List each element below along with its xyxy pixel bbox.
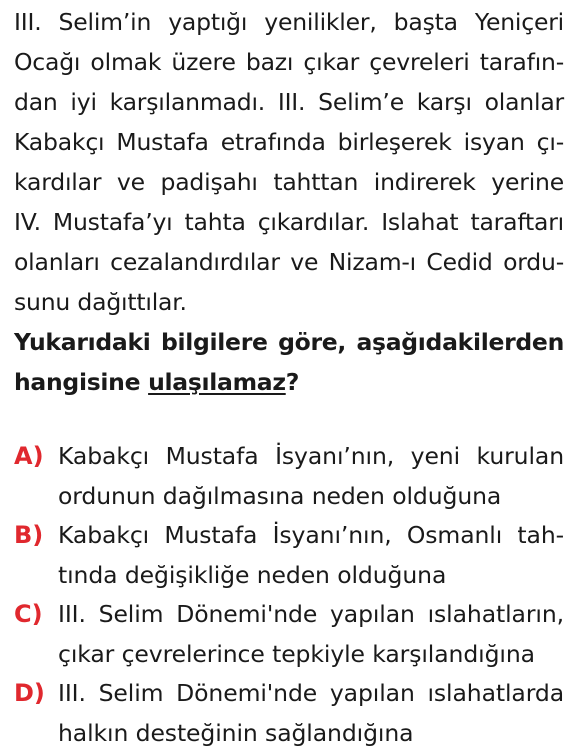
option-text-line: ordunun dağılmasına neden olduğuna — [58, 482, 502, 510]
option-d[interactable] — [14, 673, 564, 752]
option-text-line: III. Selim Dönemi'nde yapılan ıslahatlarda — [58, 679, 564, 707]
answer-options — [14, 436, 564, 752]
passage-line: olanları cezalandırdılar ve Nizam-ı Cedid ordu- — [14, 248, 564, 276]
question-emphasis: ulaşılamaz — [148, 368, 286, 396]
option-letter: C) — [14, 600, 43, 628]
question-line — [14, 362, 564, 402]
option-text-line: tında değişikliğe neden olduğuna — [58, 561, 447, 589]
option-c[interactable] — [14, 594, 564, 673]
question-suffix: ? — [285, 368, 300, 396]
option-text-line: III. Selim Dönemi'nde yapılan ıslahatların, — [58, 600, 564, 628]
option-text-line: Kabakçı Mustafa İsyanı’nın, Osmanlı tah- — [58, 521, 564, 549]
question-line: Yukarıdaki bilgilere göre, aşağıdakilerden — [14, 328, 564, 356]
option-letter: A) — [14, 442, 44, 470]
passage-line: III. Selim’in yaptığı yenilikler, başta Yeniçeri — [14, 8, 564, 36]
passage-line: kardılar ve padişahı tahttan indirerek yerine — [14, 168, 564, 196]
passage-line: dan iyi karşılanmadı. III. Selim’e karşı olanlar — [14, 88, 564, 116]
passage-line: sunu dağıttılar. — [14, 288, 187, 316]
option-a[interactable] — [14, 436, 564, 515]
option-text-line: çıkar çevrelerince tepkiyle karşılandığına — [58, 640, 535, 668]
passage-line: Ocağı olmak üzere bazı çıkar çevreleri tarafın- — [14, 48, 564, 76]
question-stem — [14, 322, 564, 402]
option-text-line: Kabakçı Mustafa İsyanı’nın, yeni kurulan — [58, 442, 564, 470]
option-text-line: halkın desteğinin sağlandığına — [58, 719, 414, 747]
option-b[interactable] — [14, 515, 564, 594]
passage — [14, 2, 564, 322]
passage-line: Kabakçı Mustafa etrafında birleşerek isyan çı- — [14, 128, 564, 156]
passage-line: IV. Mustafa’yı tahta çıkardılar. Islahat taraftarı — [14, 208, 564, 236]
option-letter: B) — [14, 521, 44, 549]
question-prefix: hangisine — [14, 368, 149, 396]
question-card — [14, 2, 564, 402]
option-letter: D) — [14, 679, 45, 707]
